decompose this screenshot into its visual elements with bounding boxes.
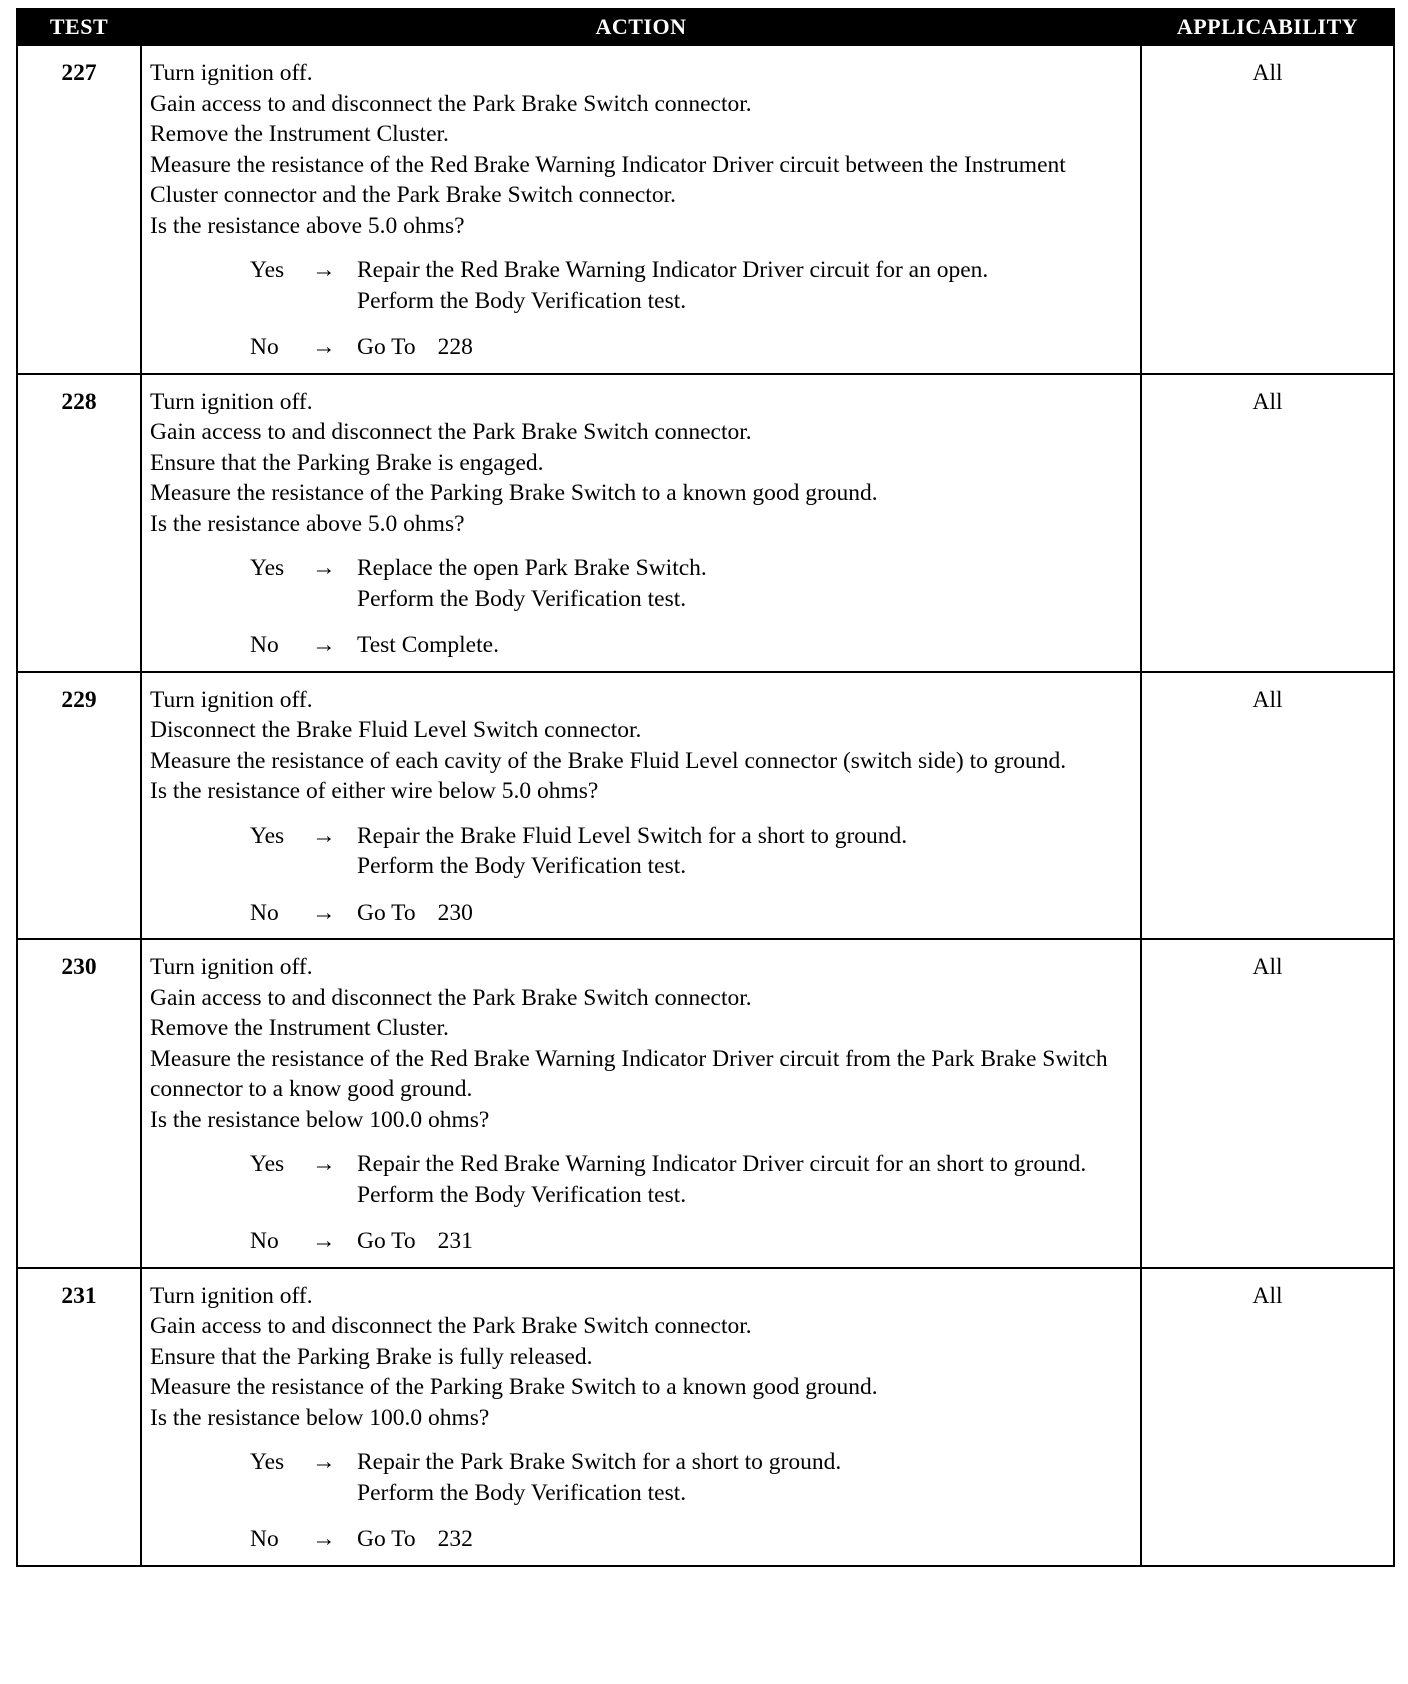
yes-outcome [150,1447,1132,1508]
yes-outcome [150,553,1132,614]
action-step: Is the resistance above 5.0 ohms? [150,510,465,537]
no-outcome [150,1226,1132,1257]
action-step: Turn ignition off. [150,60,313,86]
no-label: No [250,899,279,926]
yes-label: Yes [250,1449,285,1475]
action-cell [141,939,1141,1268]
action-step: Is the resistance below 100.0 ohms? [150,1404,490,1431]
yes-result [357,1447,1132,1508]
applicability-value: All [1141,1268,1394,1566]
no-outcome [150,332,1132,363]
yes-label: Yes [250,822,285,849]
test-number: 228 [17,374,141,672]
action-step: Ensure that the Parking Brake is engaged. [150,449,544,476]
no-outcome [150,898,1132,929]
action-step: Remove the Instrument Cluster. [150,121,449,147]
action-cell [141,45,1141,374]
yes-action-line: Repair the Brake Fluid Level Switch for a short to ground. [357,822,908,849]
header-applicability: APPLICABILITY [1141,9,1394,45]
action-cell [141,374,1141,672]
action-step: Is the resistance of either wire below 5.0 ohms? [150,778,599,804]
yes-label: Yes [250,257,285,283]
action-step: Turn ignition off. [150,388,313,415]
no-label: No [250,334,279,360]
action-step: Measure the resistance of the Red Brake Warning Indicator Driver circuit from the Park Brake Switch connector to a know good ground. [150,1045,1108,1102]
yes-action-line: Perform the Body Verification test. [357,1181,687,1208]
yes-label: Yes [250,555,285,581]
no-result [357,898,1132,929]
arrow-icon: → [312,899,336,926]
no-label: No [250,1228,279,1254]
table-row [17,374,1394,672]
no-result [357,1226,1132,1257]
yes-result [357,821,1132,882]
arrow-icon: → [312,1151,336,1177]
table-row [17,672,1394,940]
arrow-icon: → [312,632,336,658]
action-step: Measure the resistance of each cavity of the Brake Fluid Level connector (switch side) to ground. [150,747,1067,774]
goto-target: 232 [437,1526,473,1552]
yes-action-line: Repair the Red Brake Warning Indicator Driver circuit for an open. [357,257,989,283]
no-result [357,332,1132,363]
action-step: Measure the resistance of the Red Brake Warning Indicator Driver circuit between the Instrument Cluster connector and the Park Brake Switch connector. [150,151,1066,208]
no-result-text: Test Complete. [357,632,499,658]
no-label: No [250,632,279,658]
action-step: Turn ignition off. [150,954,313,980]
action-step: Ensure that the Parking Brake is fully released. [150,1343,593,1370]
action-step: Gain access to and disconnect the Park Brake Switch connector. [150,419,752,445]
applicability-value: All [1141,45,1394,374]
action-step: Remove the Instrument Cluster. [150,1015,449,1041]
yes-action-line: Repair the Red Brake Warning Indicator Driver circuit for an short to ground. [357,1151,1087,1177]
diagnostic-test-table [16,8,1395,1567]
yes-outcome [150,821,1132,882]
test-number: 227 [17,45,141,374]
arrow-icon: → [312,334,336,360]
arrow-icon: → [312,822,336,849]
header-action: ACTION [141,9,1141,45]
table-row [17,1268,1394,1566]
yes-result [357,255,1132,316]
action-step: Turn ignition off. [150,686,313,713]
yes-action-line: Perform the Body Verification test. [357,585,687,612]
arrow-icon: → [312,1526,336,1552]
yes-result [357,1149,1132,1210]
yes-outcome [150,1149,1132,1210]
test-number: 231 [17,1268,141,1566]
table-row [17,939,1394,1268]
yes-action-line: Perform the Body Verification test. [357,287,687,314]
action-step: Gain access to and disconnect the Park Brake Switch connector. [150,90,752,117]
action-cell [141,1268,1141,1566]
action-step: Is the resistance above 5.0 ohms? [150,212,465,239]
applicability-value: All [1141,939,1394,1268]
no-outcome [150,630,1132,661]
yes-action-line: Replace the open Park Brake Switch. [357,555,707,581]
no-result [357,630,1132,661]
goto-target: 231 [437,1228,473,1254]
yes-action-line: Perform the Body Verification test. [357,1479,687,1506]
action-step: Measure the resistance of the Parking Brake Switch to a known good ground. [150,480,878,506]
yes-action-line: Repair the Park Brake Switch for a short to ground. [357,1449,842,1475]
action-step: Measure the resistance of the Parking Brake Switch to a known good ground. [150,1374,878,1400]
no-outcome [150,1524,1132,1555]
yes-outcome [150,255,1132,316]
header-test: TEST [17,9,141,45]
test-number: 230 [17,939,141,1268]
arrow-icon: → [312,1228,336,1254]
arrow-icon: → [312,257,336,283]
goto-target: 228 [437,334,473,360]
applicability-value: All [1141,374,1394,672]
yes-action-line: Perform the Body Verification test. [357,853,687,879]
arrow-icon: → [312,555,336,581]
table-row [17,45,1394,374]
action-cell [141,672,1141,940]
action-step: Disconnect the Brake Fluid Level Switch connector. [150,717,642,743]
yes-result [357,553,1132,614]
action-step: Gain access to and disconnect the Park Brake Switch connector. [150,984,752,1011]
table-header-row [17,9,1394,45]
no-result [357,1524,1132,1555]
yes-label: Yes [250,1151,285,1177]
no-result-text: Go To [357,1526,416,1552]
no-result-text: Go To [357,899,416,926]
no-result-text: Go To [357,1228,416,1254]
action-step: Turn ignition off. [150,1282,313,1309]
action-step: Gain access to and disconnect the Park Brake Switch connector. [150,1313,752,1339]
arrow-icon: → [312,1449,336,1475]
test-number: 229 [17,672,141,940]
no-result-text: Go To [357,334,416,360]
table-body [17,45,1394,1566]
applicability-value: All [1141,672,1394,940]
action-step: Is the resistance below 100.0 ohms? [150,1106,490,1133]
no-label: No [250,1526,279,1552]
goto-target: 230 [437,899,473,926]
